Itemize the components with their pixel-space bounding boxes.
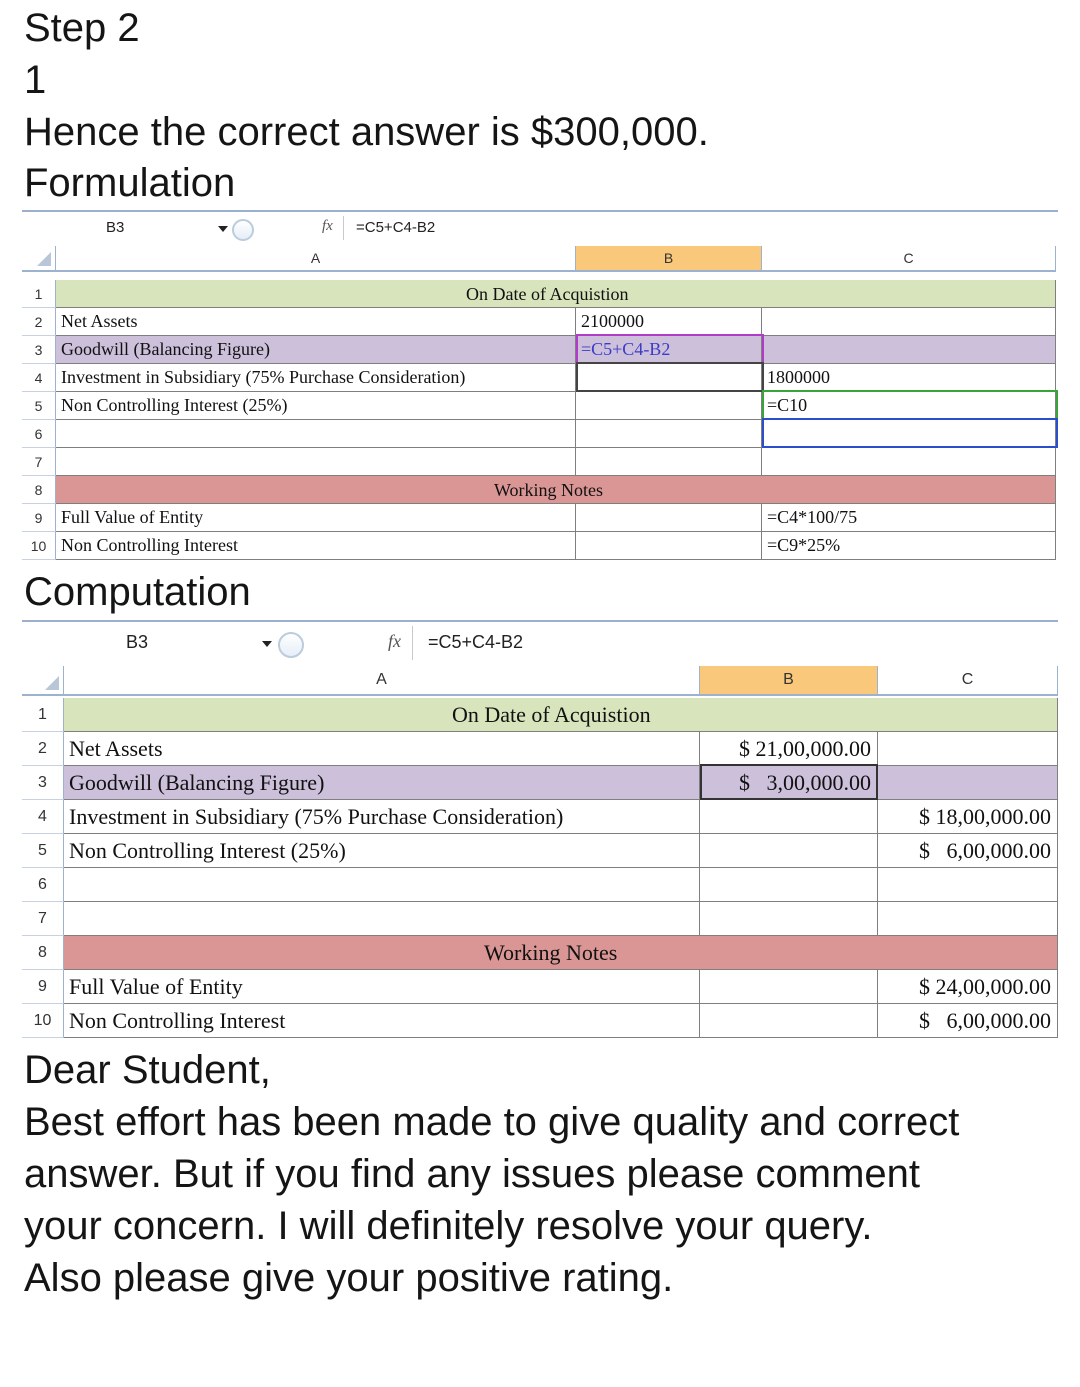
formulation-cell-b7[interactable]	[576, 448, 762, 476]
formulation-cell-c3[interactable]	[762, 336, 1056, 364]
computation-cell-a7[interactable]	[64, 902, 700, 936]
formulation-cell-value: =C5+C4-B2	[581, 339, 671, 359]
formulation-cell-c8[interactable]	[762, 476, 1056, 504]
computation-row-header[interactable]: 2	[22, 732, 64, 766]
computation-column-header-a[interactable]: A	[64, 666, 700, 696]
formulation-cell-a7[interactable]	[56, 448, 576, 476]
formulation-table-row	[22, 308, 1056, 336]
computation-fx-icon[interactable]: fx	[388, 631, 401, 651]
formulation-row-header[interactable]: 4	[22, 364, 56, 392]
computation-cell-a5[interactable]	[64, 834, 700, 868]
computation-cancel-circle-icon[interactable]	[278, 632, 304, 658]
computation-table-row	[22, 868, 1058, 902]
computation-cell-a10[interactable]	[64, 1004, 700, 1038]
formulation-cell-a2[interactable]	[56, 308, 576, 336]
step-label: Step 2	[24, 6, 140, 50]
computation-cell-value: $ 6,00,000.00	[919, 837, 1051, 863]
computation-merged-heading-1: On Date of Acquistion	[452, 702, 651, 727]
formulation-ref-range-c4	[762, 390, 1058, 420]
formulation-cell-value: 2100000	[581, 311, 644, 331]
computation-cell-value: Investment in Subsidiary (75% Purchase Consideration)	[69, 803, 564, 829]
computation-cell-value: Full Value of Entity	[69, 973, 243, 999]
formulation-cell-b1[interactable]	[576, 280, 762, 308]
computation-cell-c2[interactable]	[878, 732, 1058, 766]
closing-line-4: Also please give your positive rating.	[24, 1256, 674, 1300]
computation-name-box[interactable]: B3	[126, 632, 149, 652]
computation-cell-value: Non Controlling Interest (25%)	[69, 837, 346, 863]
formulation-cell-value: Investment in Subsidiary (75% Purchase Consideration)	[61, 367, 466, 387]
computation-row-header[interactable]: 4	[22, 800, 64, 834]
computation-heading: Computation	[24, 570, 251, 614]
formulation-cell-c10[interactable]	[762, 532, 1056, 560]
formulation-cell-value: Goodwill (Balancing Figure)	[61, 339, 270, 359]
formulation-cell-b10[interactable]	[576, 532, 762, 560]
computation-cell-c7[interactable]	[878, 902, 1058, 936]
formulation-table-row	[22, 364, 1056, 392]
closing-greeting: Dear Student,	[24, 1048, 271, 1092]
computation-cell-a9[interactable]	[64, 970, 700, 1004]
formulation-cell-a4[interactable]	[56, 364, 576, 392]
computation-cell-value: $ 24,00,000.00	[919, 973, 1051, 999]
formulation-cell-c7[interactable]	[762, 448, 1056, 476]
formulation-row-header[interactable]: 3	[22, 336, 56, 364]
computation-formula-input[interactable]: =C5+C4-B2	[428, 632, 524, 652]
formulation-row-header[interactable]: 5	[22, 392, 56, 420]
formulation-row-header[interactable]: 10	[22, 532, 56, 560]
formulation-table-row	[22, 336, 1056, 364]
formulation-cell-a8[interactable]	[56, 476, 576, 504]
formulation-heading: Formulation	[24, 161, 236, 205]
closing-line-1: Best effort has been made to give quality and correct	[24, 1100, 960, 1144]
formulation-cell-a5[interactable]	[56, 392, 576, 420]
computation-column-header-b[interactable]: B	[700, 666, 878, 696]
formulation-column-header-c[interactable]: C	[762, 246, 1056, 272]
formulation-cell-b6[interactable]	[576, 420, 762, 448]
formulation-cell-a3[interactable]	[56, 336, 576, 364]
formulation-sheet	[22, 210, 1058, 554]
formulation-cell-value: =C10	[767, 395, 808, 415]
formulation-row-header[interactable]: 8	[22, 476, 56, 504]
computation-cell-value: $ 3,00,000.00	[739, 769, 871, 795]
formulation-cell-value: Net Assets	[61, 311, 138, 331]
formulation-formula-bar	[22, 210, 1058, 244]
computation-table-row	[22, 732, 1058, 766]
computation-cell-c9[interactable]	[878, 970, 1058, 1004]
formulation-column-header-row	[22, 246, 1056, 272]
formulation-merged-heading-1: On Date of Acquistion	[466, 283, 629, 304]
computation-table-row	[22, 970, 1058, 1004]
formulation-table-row	[22, 280, 1056, 308]
computation-cell-b8[interactable]	[700, 936, 878, 970]
computation-table-row	[22, 834, 1058, 868]
computation-row-header[interactable]: 10	[22, 1004, 64, 1038]
computation-cell-b1[interactable]	[700, 698, 878, 732]
formulation-row-header[interactable]: 2	[22, 308, 56, 336]
computation-cell-a3[interactable]	[64, 766, 700, 800]
formulation-cell-a9[interactable]	[56, 504, 576, 532]
formulation-merged-heading-8: Working Notes	[494, 479, 604, 500]
answer-text: Hence the correct answer is $300,000.	[24, 110, 709, 154]
formulation-copy-range-b2	[576, 334, 764, 364]
formulation-formula-input[interactable]: =C5+C4-B2	[356, 219, 436, 236]
computation-column-header-row	[22, 666, 1058, 696]
formulation-fx-icon[interactable]: fx	[322, 218, 333, 234]
computation-cell-b6[interactable]	[700, 868, 878, 902]
formulation-cell-value: Non Controlling Interest (25%)	[61, 395, 288, 415]
formulation-ref-range-c5	[762, 418, 1058, 448]
formulation-cell-c2[interactable]	[762, 308, 1056, 336]
formulation-row-header[interactable]: 9	[22, 504, 56, 532]
computation-name-box-dropdown-icon[interactable]	[262, 641, 272, 647]
formulation-column-header-a[interactable]: A	[56, 246, 576, 272]
computation-formula-bar	[22, 620, 1058, 664]
formulation-cell-b2[interactable]	[576, 308, 762, 336]
formulation-table-row	[22, 532, 1056, 560]
formulation-table-row	[22, 476, 1056, 504]
computation-row-header[interactable]: 7	[22, 902, 64, 936]
computation-table-row	[22, 902, 1058, 936]
computation-cell-value: $ 6,00,000.00	[919, 1007, 1051, 1033]
computation-table-row	[22, 936, 1058, 970]
computation-cell-value: Net Assets	[69, 735, 163, 761]
formulation-cell-value: 1800000	[767, 367, 830, 387]
computation-cell-a8[interactable]	[64, 936, 700, 970]
formulation-cell-b5[interactable]	[576, 392, 762, 420]
computation-table-row	[22, 698, 1058, 732]
computation-cell-value: $ 18,00,000.00	[919, 803, 1051, 829]
computation-formula-separator	[412, 626, 413, 660]
computation-cell-a4[interactable]	[64, 800, 700, 834]
computation-cell-c5[interactable]	[878, 834, 1058, 868]
formulation-cell-a10[interactable]	[56, 532, 576, 560]
formulation-cell-value: Non Controlling Interest	[61, 535, 238, 555]
formulation-cell-a1[interactable]	[56, 280, 576, 308]
computation-active-cell-b3	[700, 764, 878, 800]
computation-row-header[interactable]: 9	[22, 970, 64, 1004]
formulation-formula-separator	[343, 216, 344, 240]
formulation-cell-c4[interactable]	[762, 364, 1056, 392]
computation-select-all-icon	[45, 676, 59, 690]
closing-line-3: your concern. I will definitely resolve your query.	[24, 1204, 873, 1248]
formulation-active-cell-b3	[576, 362, 764, 392]
computation-cell-b7[interactable]	[700, 902, 878, 936]
computation-row-header[interactable]: 8	[22, 936, 64, 970]
formulation-select-all-icon	[37, 252, 51, 266]
formulation-name-box-dropdown-icon[interactable]	[218, 226, 228, 232]
formulation-row-header[interactable]: 1	[22, 280, 56, 308]
formulation-cell-value: =C9*25%	[767, 535, 841, 555]
formulation-table-row	[22, 504, 1056, 532]
closing-line-2: answer. But if you find any issues please comment	[24, 1152, 921, 1196]
computation-cell-c10[interactable]	[878, 1004, 1058, 1038]
computation-row-header[interactable]: 5	[22, 834, 64, 868]
computation-row-header[interactable]: 1	[22, 698, 64, 732]
computation-cell-value: Goodwill (Balancing Figure)	[69, 769, 325, 795]
computation-select-all-corner[interactable]	[22, 666, 64, 696]
computation-cell-c3[interactable]	[878, 766, 1058, 800]
computation-cell-b2[interactable]	[700, 732, 878, 766]
formulation-cell-c1[interactable]	[762, 280, 1056, 308]
computation-table-row	[22, 1004, 1058, 1038]
formulation-name-box[interactable]: B3	[106, 219, 125, 236]
computation-cell-c1[interactable]	[878, 698, 1058, 732]
computation-cell-b9[interactable]	[700, 970, 878, 1004]
computation-cell-a2[interactable]	[64, 732, 700, 766]
computation-cell-b10[interactable]	[700, 1004, 878, 1038]
formulation-table-row	[22, 448, 1056, 476]
formulation-cell-value: Full Value of Entity	[61, 507, 204, 527]
computation-table-row	[22, 766, 1058, 800]
formulation-cell-value: =C4*100/75	[767, 507, 858, 527]
computation-row-header[interactable]: 3	[22, 766, 64, 800]
formulation-cell-b9[interactable]	[576, 504, 762, 532]
computation-row-header[interactable]: 6	[22, 868, 64, 902]
computation-cell-value: Non Controlling Interest	[69, 1007, 286, 1033]
formulation-column-header-b[interactable]: B	[576, 246, 762, 272]
formulation-cell-b8[interactable]	[576, 476, 762, 504]
step-number: 1	[24, 58, 47, 102]
computation-cell-c4[interactable]	[878, 800, 1058, 834]
computation-sheet	[22, 620, 1058, 1036]
computation-cell-c8[interactable]	[878, 936, 1058, 970]
computation-cell-a1[interactable]	[64, 698, 700, 732]
formulation-cancel-circle-icon[interactable]	[232, 219, 254, 241]
computation-cell-value: $ 21,00,000.00	[739, 735, 871, 761]
formulation-row-header[interactable]: 6	[22, 420, 56, 448]
computation-cell-b4[interactable]	[700, 800, 878, 834]
computation-column-header-c[interactable]: C	[878, 666, 1058, 696]
computation-cell-c6[interactable]	[878, 868, 1058, 902]
formulation-select-all-corner[interactable]	[22, 246, 56, 272]
formulation-cell-c9[interactable]	[762, 504, 1056, 532]
computation-cell-a6[interactable]	[64, 868, 700, 902]
formulation-cell-a6[interactable]	[56, 420, 576, 448]
computation-table-row	[22, 800, 1058, 834]
computation-cell-b5[interactable]	[700, 834, 878, 868]
computation-merged-heading-8: Working Notes	[484, 940, 618, 965]
formulation-row-header[interactable]: 7	[22, 448, 56, 476]
